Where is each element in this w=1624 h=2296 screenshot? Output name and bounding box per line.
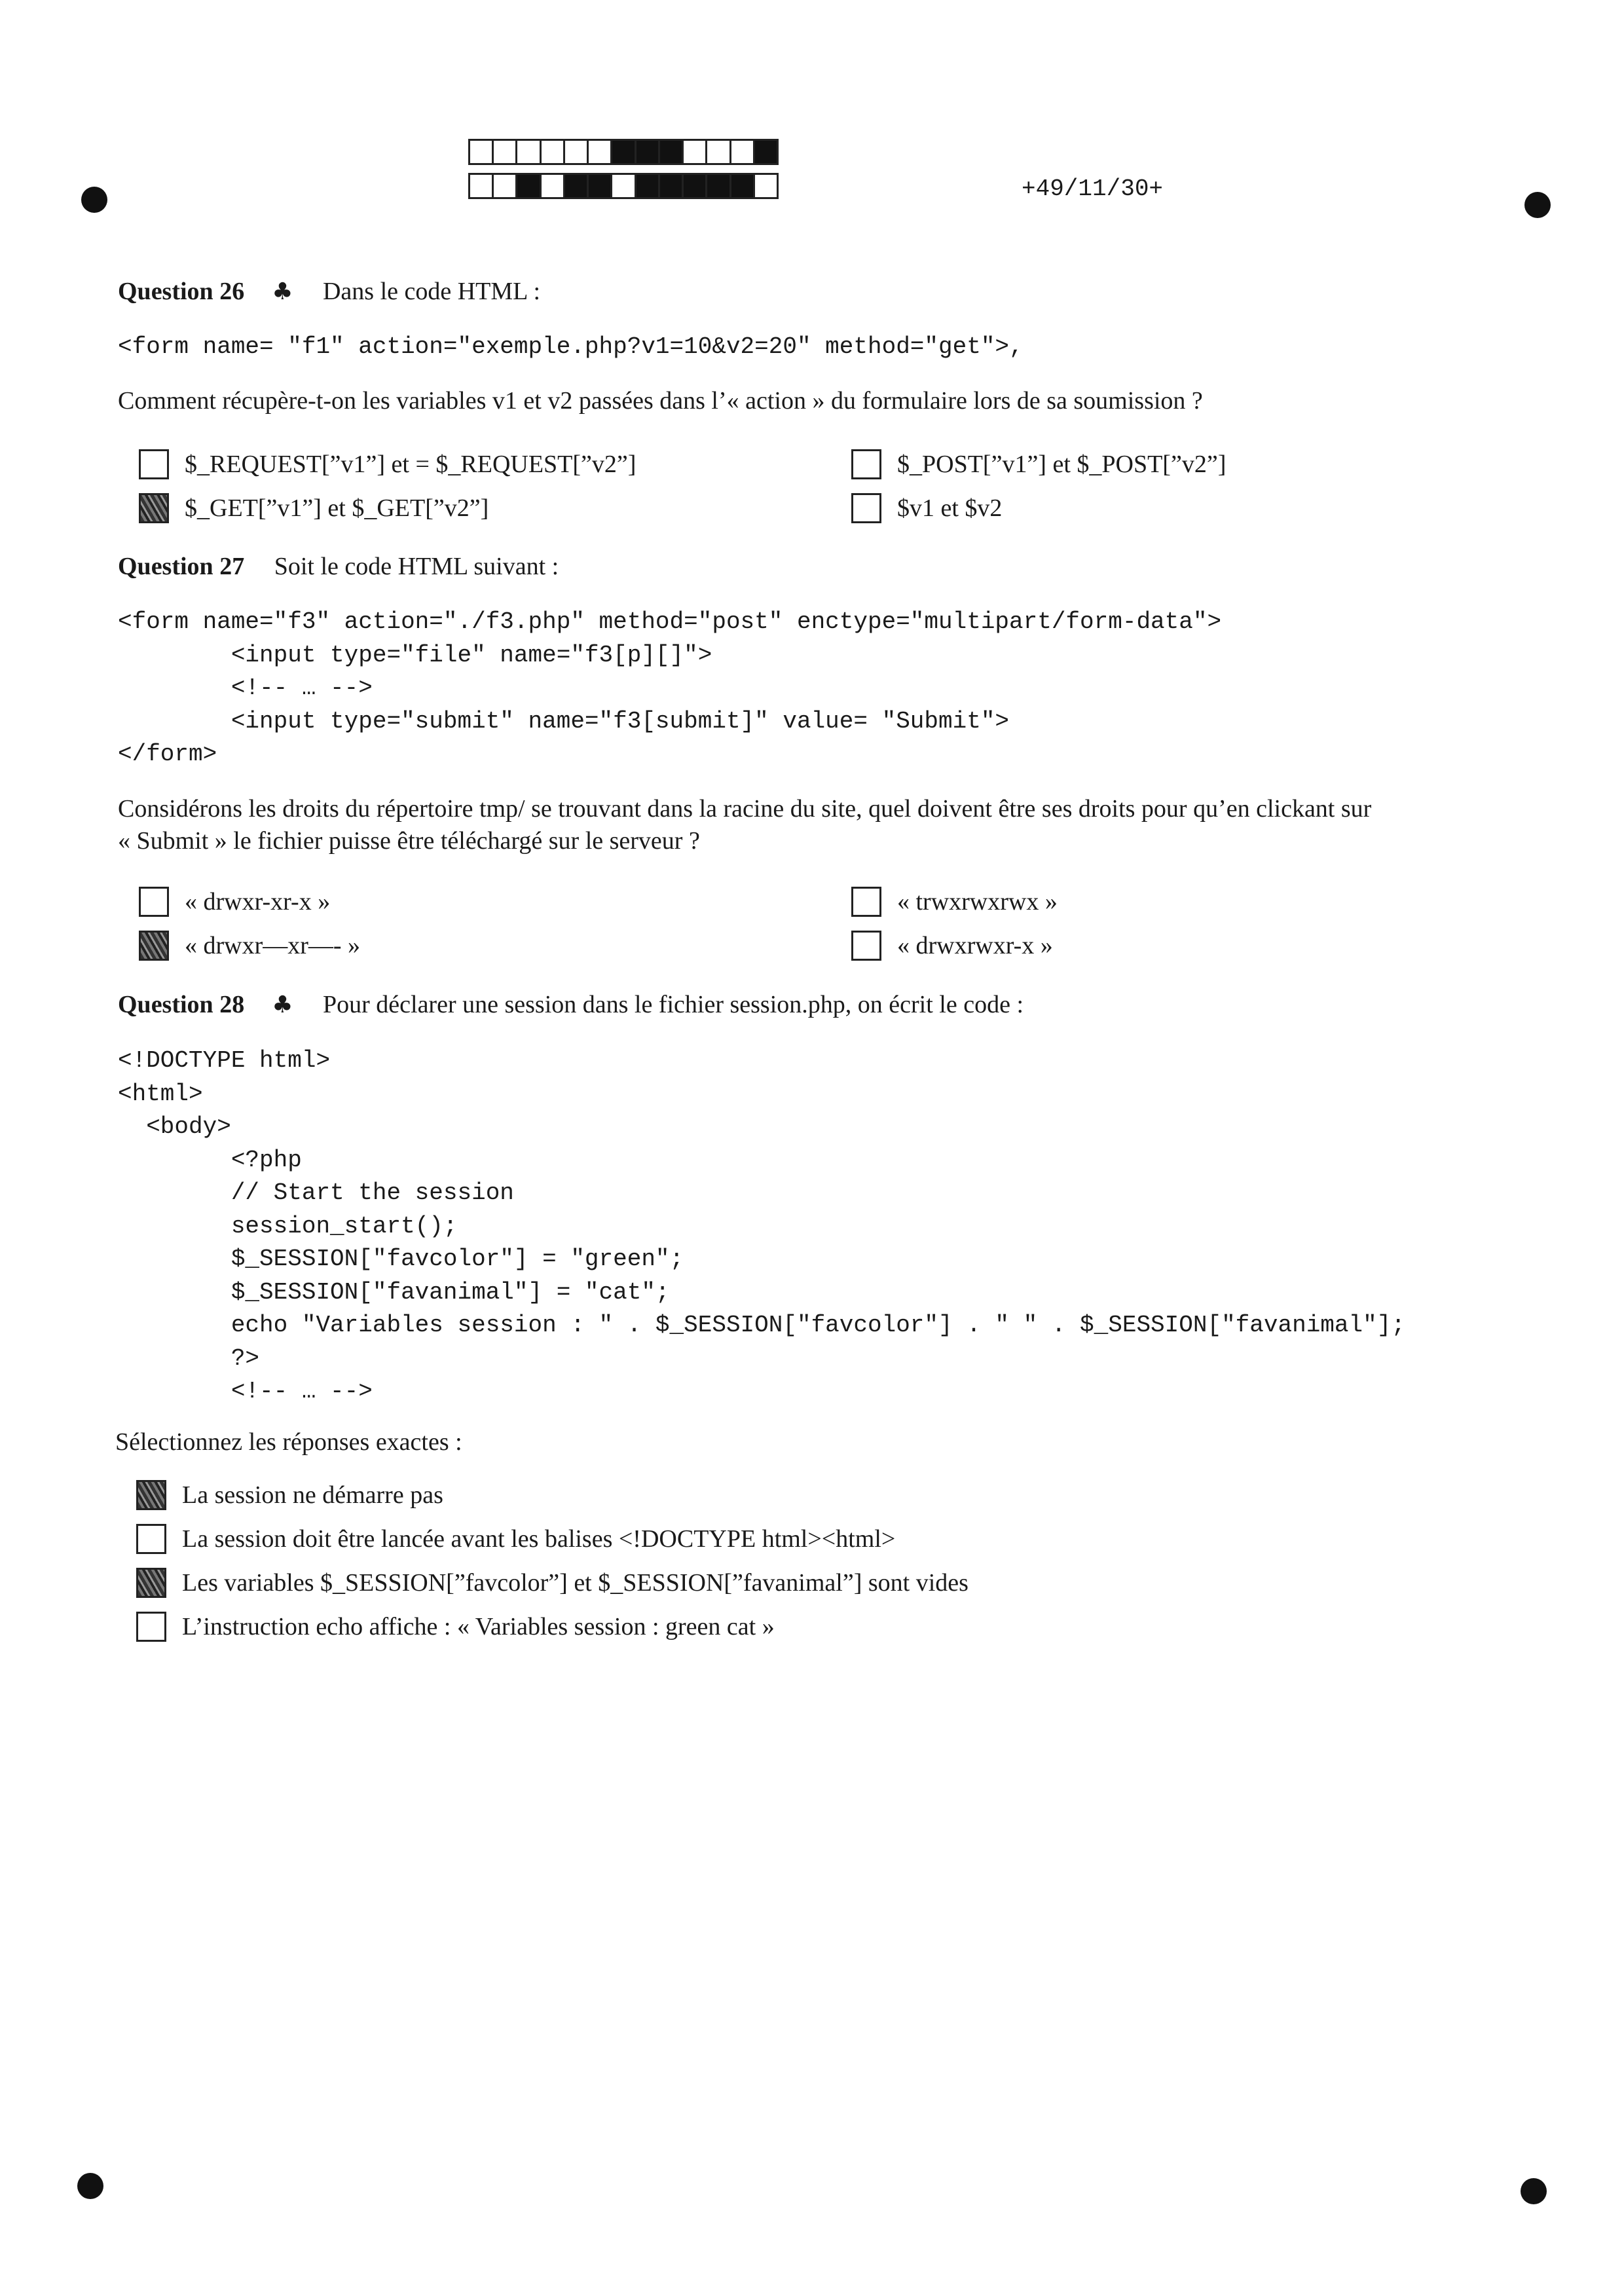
q26-checkbox-2[interactable] — [851, 449, 881, 479]
registration-mark-bottom-left — [77, 2173, 103, 2199]
barcode-cell — [470, 141, 494, 163]
q28-checkbox-2[interactable] — [136, 1524, 166, 1554]
q26-checkbox-4[interactable] — [851, 493, 881, 523]
question-27-number: Question 27 — [118, 553, 245, 580]
q28-option-4-label: L’instruction echo affiche : « Variables session : green cat » — [182, 1613, 775, 1640]
barcode-cell — [517, 141, 541, 163]
registration-mark-top-right — [1524, 192, 1551, 218]
barcode-cell — [494, 141, 517, 163]
q27-checkbox-3[interactable] — [139, 931, 169, 961]
barcode-cell — [494, 175, 517, 197]
q26-option-1[interactable] — [139, 449, 636, 479]
q28-checkbox-3[interactable] — [136, 1568, 166, 1598]
q26-checkbox-3[interactable] — [139, 493, 169, 523]
barcode-cell — [637, 175, 660, 197]
question-28-text: Sélectionnez les réponses exactes : — [115, 1428, 462, 1456]
q28-checkbox-1[interactable] — [136, 1480, 166, 1510]
barcode-row-bottom — [468, 173, 779, 199]
barcode-cell — [517, 175, 541, 197]
q27-option-3-label: « drwxr—xr—- » — [185, 932, 361, 959]
q26-option-2-label: $_POST[”v1”] et $_POST[”v2”] — [897, 451, 1227, 478]
barcode-cell — [565, 175, 589, 197]
q27-option-1[interactable] — [139, 887, 330, 917]
barcode-cell — [731, 175, 755, 197]
q28-option-4[interactable] — [136, 1612, 775, 1642]
barcode-cell — [612, 141, 636, 163]
question-27-text-line-2: « Submit » le fichier puisse être téléchargé sur le serveur ? — [118, 827, 700, 855]
question-27-heading — [118, 552, 559, 581]
q27-option-4[interactable] — [851, 931, 1053, 961]
barcode-cell — [755, 141, 777, 163]
question-28-heading — [118, 990, 1024, 1019]
q26-option-4[interactable] — [851, 493, 1002, 523]
q26-option-4-label: $v1 et $v2 — [897, 494, 1003, 522]
q26-option-3[interactable] — [139, 493, 489, 523]
q28-checkbox-4[interactable] — [136, 1612, 166, 1642]
q27-option-2[interactable] — [851, 887, 1058, 917]
barcode-cell — [731, 141, 755, 163]
barcode-cell — [660, 175, 684, 197]
q28-option-2-label: La session doit être lancée avant les balises <!DOCTYPE html><html> — [182, 1525, 896, 1553]
page-id: +49/11/30+ — [1022, 176, 1164, 202]
barcode-cell — [707, 175, 731, 197]
q26-checkbox-1[interactable] — [139, 449, 169, 479]
barcode-cell — [565, 141, 589, 163]
question-26-code: <form name= "f1" action="exemple.php?v1=10&v2=20" method="get">, — [118, 333, 1024, 360]
barcode-row-top — [468, 139, 779, 165]
q28-option-3-label: Les variables $_SESSION[”favcolor”] et $_SESSION[”favanimal”] sont vides — [182, 1569, 969, 1597]
q27-checkbox-2[interactable] — [851, 887, 881, 917]
registration-mark-bottom-right — [1521, 2178, 1547, 2204]
barcode-cell — [589, 175, 612, 197]
question-28-number: Question 28 — [118, 991, 245, 1018]
barcode-cell — [612, 175, 636, 197]
barcode-cell — [707, 141, 731, 163]
barcode-cell — [542, 175, 565, 197]
question-27-prompt: Soit le code HTML suivant : — [274, 553, 559, 580]
barcode-cell — [684, 141, 707, 163]
question-26-prompt: Dans le code HTML : — [322, 278, 541, 305]
question-28-prompt: Pour déclarer une session dans le fichier session.php, on écrit le code : — [322, 991, 1024, 1018]
question-28-code: <!DOCTYPE html> <html> <body> <?php // Start the session session_start(); $_SESSION["favcolor"] = "green"; $_SESSION["favanimal"] = "cat"; echo "Variables session : " . $_SESSION["favcolor"] . " " . $_SESSION["favanimal"]; ?> <!-- … --> — [118, 1047, 1405, 1405]
q28-option-3[interactable] — [136, 1568, 969, 1598]
q28-option-2[interactable] — [136, 1524, 895, 1554]
q27-checkbox-1[interactable] — [139, 887, 169, 917]
barcode-cell — [755, 175, 777, 197]
club-icon: ♣ — [272, 991, 293, 1018]
registration-mark-top-left — [81, 187, 107, 213]
question-27-text-line-1: Considérons les droits du répertoire tmp/ se trouvant dans la racine du site, quel doivent être ses droits pour qu’en clickant sur — [118, 795, 1372, 823]
barcode-cell — [660, 141, 684, 163]
barcode-cell — [542, 141, 565, 163]
q26-option-1-label: $_REQUEST[”v1”] et = $_REQUEST[”v2”] — [185, 451, 637, 478]
q28-option-1-label: La session ne démarre pas — [182, 1481, 443, 1509]
barcode-cell — [684, 175, 707, 197]
barcode-cell — [589, 141, 612, 163]
question-27-code: <form name="f3" action="./f3.php" method="post" enctype="multipart/form-data"> <input type="file" name="f3[p][]"> <!-- … --> <input type="submit" name="f3[submit]" value= "Submit"> </form> — [118, 608, 1222, 768]
q26-option-2[interactable] — [851, 449, 1226, 479]
q28-option-1[interactable] — [136, 1480, 443, 1510]
question-26-heading — [118, 277, 540, 306]
question-26-text: Comment récupère-t-on les variables v1 et v2 passées dans l’« action » du formulaire lors de sa soumission ? — [118, 387, 1203, 415]
barcode-cell — [637, 141, 660, 163]
barcode-cell — [470, 175, 494, 197]
question-26-number: Question 26 — [118, 278, 245, 305]
q26-option-3-label: $_GET[”v1”] et $_GET[”v2”] — [185, 494, 489, 522]
q27-option-3[interactable] — [139, 931, 360, 961]
q27-option-1-label: « drwxr-xr-x » — [185, 888, 331, 916]
q27-checkbox-4[interactable] — [851, 931, 881, 961]
q27-option-2-label: « trwxrwxrwx » — [897, 888, 1058, 916]
q27-option-4-label: « drwxrwxr-x » — [897, 932, 1053, 959]
club-icon: ♣ — [272, 278, 293, 305]
